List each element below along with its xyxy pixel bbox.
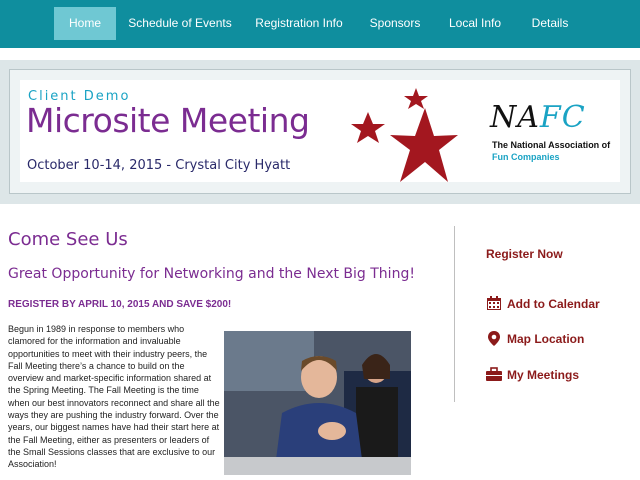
banner-kicker: Client Demo: [28, 89, 131, 104]
page-title: Come See Us: [8, 229, 128, 250]
logo-org-name-line2: Fun Companies: [492, 152, 560, 162]
stars-graphic: [350, 86, 460, 186]
promo-text: REGISTER BY APRIL 10, 2015 AND SAVE $200!: [8, 299, 232, 310]
top-navigation: [0, 0, 640, 48]
calendar-icon: [486, 296, 502, 311]
briefcase-band: [486, 375, 502, 376]
banner-dates: October 10-14, 2015 - Crystal City Hyatt: [27, 158, 291, 173]
calendar-cell: [489, 306, 491, 308]
calendar-cell: [497, 306, 499, 308]
photo-table: [224, 457, 411, 475]
photo-person-right-body: [356, 387, 398, 457]
nav-home[interactable]: Home: [54, 7, 116, 40]
logo-letter-f: F: [539, 100, 562, 135]
logo-letter-a: A: [517, 100, 540, 135]
nav-local-info[interactable]: Local Info: [448, 16, 502, 30]
nafc-logo: [486, 100, 616, 168]
logo-letters: [490, 100, 586, 135]
meeting-photo: [224, 331, 411, 475]
nav-registration-info[interactable]: Registration Info: [255, 16, 343, 30]
add-to-calendar-label: Add to Calendar: [507, 296, 600, 311]
star-large: [390, 108, 458, 182]
my-meetings-link[interactable]: [486, 367, 579, 382]
sidebar-divider: [454, 226, 455, 402]
page-subtitle: Great Opportunity for Networking and the Next Big Thing!: [8, 266, 415, 282]
briefcase-icon: [486, 367, 502, 382]
nav-details[interactable]: Details: [531, 16, 569, 30]
star-small-left: [351, 112, 385, 143]
my-meetings-label: My Meetings: [507, 367, 580, 382]
photo-hands: [318, 422, 346, 440]
calendar-ring-right: [496, 296, 498, 300]
map-pin-icon: [486, 331, 502, 346]
banner-title: Microsite Meeting: [26, 101, 310, 140]
map-location-link[interactable]: [486, 331, 584, 346]
calendar-cell: [493, 302, 495, 304]
calendar-cell: [489, 302, 491, 304]
map-location-label: Map Location: [507, 331, 585, 346]
map-pin-dot: [492, 335, 497, 340]
nav-schedule-of-events[interactable]: Schedule of Events: [128, 16, 232, 30]
add-to-calendar-link[interactable]: [486, 296, 600, 311]
calendar-cell: [497, 302, 499, 304]
logo-letter-c: C: [561, 100, 586, 135]
calendar-ring-left: [490, 296, 492, 300]
star-small-top: [404, 88, 428, 109]
photo-window: [224, 331, 314, 391]
intro-paragraph: Begun in 1989 in response to members who clamored for the information and invaluable opportunities to meet with their industry peers, the Fall Meeting there’s a chance to build on the overview and market-specific information shared at the Spring Meeting. The Fall Meeting is the time when our best innovators reconnect and share all the ways they are pushing the industry forward. Over the years, our biggest names have had their start here at the Fall Meeting, either as presenters or leaders of the Small Sessions classes that are exclusive to our Association!: [8, 324, 220, 470]
calendar-cell: [493, 306, 495, 308]
register-now-link[interactable]: Register Now: [486, 247, 563, 261]
logo-letter-n: N: [490, 100, 518, 135]
nav-sponsors[interactable]: Sponsors: [369, 16, 421, 30]
logo-org-name-line1: The National Association of: [492, 140, 611, 150]
